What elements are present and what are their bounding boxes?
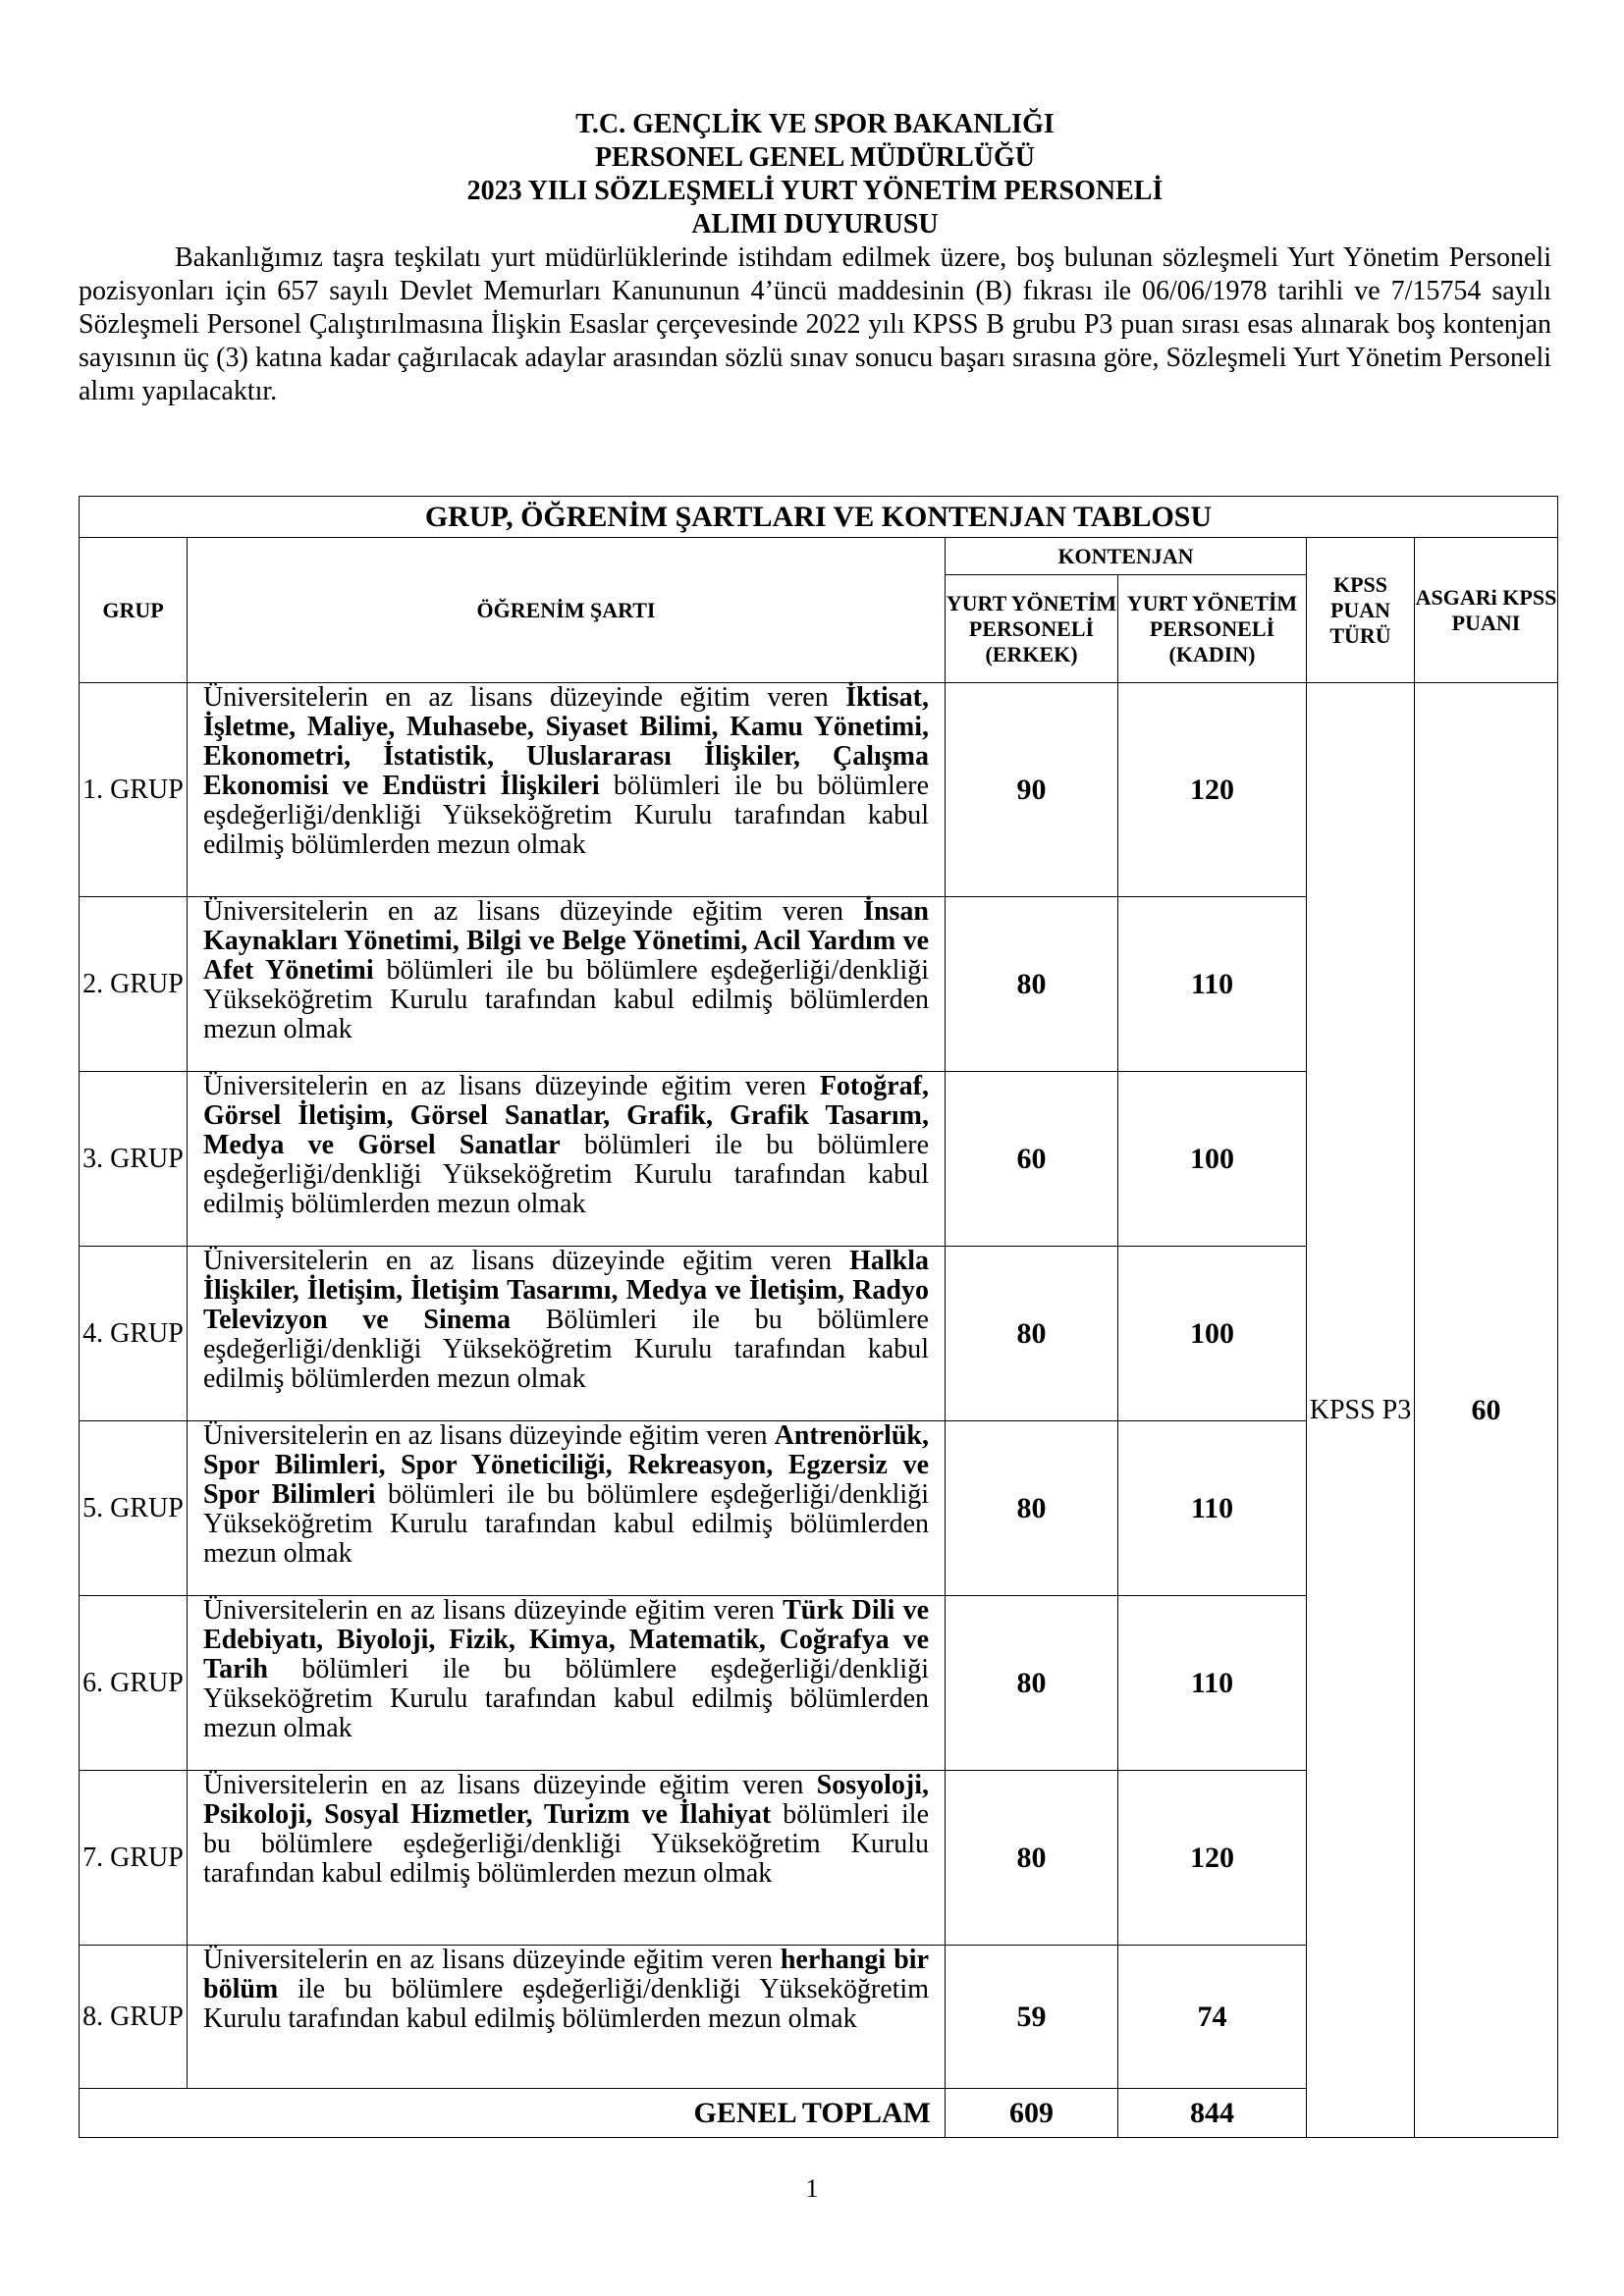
title-directorate: PERSONEL GENEL MÜDÜRLÜĞÜ xyxy=(594,142,1036,173)
quota-kadin: 110 xyxy=(1118,1421,1307,1596)
quota-erkek: 80 xyxy=(946,1247,1118,1421)
group-label: 3. GRUP xyxy=(80,1072,188,1247)
title-announcement: 2023 YILI SÖZLEŞMELİ YURT YÖNETİM PERSONELİ xyxy=(466,176,1164,206)
requirement-text xyxy=(188,1247,946,1421)
group-label: 4. GRUP xyxy=(80,1247,188,1421)
requirement-prefix: Üniversitelerin en az lisans düzeyinde eğitim veren xyxy=(203,1071,820,1101)
requirement-suffix: bölümleri ile bu bölümlere eşdeğerliği/denkliği Yükseköğretim Kurulu tarafından kabul edilmiş bölümlerden mezun olmak xyxy=(203,955,930,1044)
requirement-departments: Halkla İlişkiler, İletişim, İletişim Tasarımı, Medya ve İletişim, Radyo Televizyon ve Sinema xyxy=(203,1246,929,1335)
group-label: 5. GRUP xyxy=(80,1421,188,1596)
quota-table xyxy=(79,496,1558,2138)
quota-erkek: 60 xyxy=(946,1072,1118,1247)
requirement-departments: Sosyoloji, Psikoloji, Sosyal Hizmetler, Turizm ve İlahiyat xyxy=(203,1770,929,1830)
quota-kadin: 110 xyxy=(1118,897,1307,1072)
requirement-suffix: bölümleri ile bu bölümlere eşdeğerliği/denkliği Yükseköğretim Kurulu tarafından kabul edilmiş bölümlerden mezun olmak xyxy=(203,771,930,860)
title-subtitle: ALIMI DUYURUSU xyxy=(691,209,939,240)
requirement-prefix: Üniversitelerin en az lisans düzeyinde eğitim veren xyxy=(203,1420,775,1451)
total-label: GENEL TOPLAM xyxy=(80,2089,946,2138)
requirement-prefix: Üniversitelerin en az lisans düzeyinde eğitim veren xyxy=(203,682,846,713)
quota-kadin: 120 xyxy=(1118,683,1307,897)
requirement-departments: İktisat, İşletme, Maliye, Muhasebe, Siyaset Bilimi, Kamu Yönetimi, Ekonometri, İstatistik, Uluslararası İlişkiler, Çalışma Ekonomisi ve Endüstri İlişkileri xyxy=(203,682,929,801)
quota-kadin: 110 xyxy=(1118,1596,1307,1771)
quota-erkek: 59 xyxy=(946,1946,1118,2089)
requirement-prefix: Üniversitelerin en az lisans düzeyinde eğitim veren xyxy=(203,1770,817,1800)
requirement-text xyxy=(188,1421,946,1596)
requirement-departments: Türk Dili ve Edebiyatı, Biyoloji, Fizik, Kimya, Matematik, Coğrafya ve Tarih xyxy=(203,1595,930,1684)
requirement-departments: herhangi bir bölüm xyxy=(203,1945,929,2004)
header-grup: GRUP xyxy=(80,538,188,683)
asgari-puan: 60 xyxy=(1415,683,1558,2138)
requirement-suffix: bölümleri ile bu bölümlere eşdeğerliği/denkliği Yükseköğretim Kurulu tarafından kabul edilmiş bölümlerden mezun olmak xyxy=(203,1479,929,1569)
requirement-suffix: bölümleri ile bu bölümlere eşdeğerliği/denkliği Yükseköğretim Kurulu tarafından kabul edilmiş bölümlerden mezun olmak xyxy=(203,1130,930,1219)
requirement-suffix: bölümleri ile bu bölümlere eşdeğerliği/denkliği Yükseköğretim Kurulu tarafından kabul edilmiş bölümlerden mezun olmak xyxy=(203,1654,929,1743)
quota-erkek: 80 xyxy=(946,1421,1118,1596)
requirement-departments: Antrenörlük, Spor Bilimleri, Spor Yöneticiliği, Rekreasyon, Egzersiz ve Spor Bilimleri xyxy=(203,1420,929,1510)
group-label: 7. GRUP xyxy=(80,1771,188,1946)
header-puan-turu: KPSS PUAN TÜRÜ xyxy=(1307,538,1415,683)
quota-kadin: 100 xyxy=(1118,1247,1307,1421)
quota-erkek: 80 xyxy=(946,897,1118,1072)
requirement-suffix: Bölümleri ile bu bölümlere eşdeğerliği/denkliği Yükseköğretim Kurulu tarafından kabul edilmiş bölümlerden mezun olmak xyxy=(203,1305,929,1394)
group-label: 2. GRUP xyxy=(80,897,188,1072)
total-erkek: 609 xyxy=(946,2089,1118,2138)
requirement-prefix: Üniversitelerin en az lisans düzeyinde eğitim veren xyxy=(203,1246,850,1276)
quota-kadin: 120 xyxy=(1118,1771,1307,1946)
group-label: 1. GRUP xyxy=(80,683,188,897)
quota-kadin: 100 xyxy=(1118,1072,1307,1247)
title-ministry: T.C. GENÇLİK VE SPOR BAKANLIĞI xyxy=(575,109,1055,139)
kpss-puan-turu: KPSS P3 xyxy=(1307,683,1415,2138)
requirement-text xyxy=(188,1072,946,1247)
header-ogrenim: ÖĞRENİM ŞARTI xyxy=(188,538,946,683)
table-title: GRUP, ÖĞRENİM ŞARTLARI VE KONTENJAN TABLOSU xyxy=(80,497,1558,538)
table-body xyxy=(80,683,1558,2138)
requirement-prefix: Üniversitelerin en az lisans düzeyinde eğitim veren xyxy=(203,1945,781,1975)
table-row xyxy=(80,683,1558,897)
document-header xyxy=(79,108,1551,436)
quota-erkek: 80 xyxy=(946,1596,1118,1771)
header-asgari: ASGARi KPSS PUANI xyxy=(1415,538,1558,683)
group-label: 6. GRUP xyxy=(80,1596,188,1771)
requirement-departments: İnsan Kaynakları Yönetimi, Bilgi ve Belge Yönetimi, Acil Yardım ve Afet Yönetimi xyxy=(203,896,929,986)
requirement-suffix: ile bu bölümlere eşdeğerliği/denkliği Yükseköğretim Kurulu tarafından kabul edilmiş bölümlerden mezun olmak xyxy=(203,1974,929,2034)
requirement-text xyxy=(188,1771,946,1946)
requirement-prefix: Üniversitelerin en az lisans düzeyinde eğitim veren xyxy=(203,896,864,927)
requirement-text xyxy=(188,897,946,1072)
requirement-text xyxy=(188,1946,946,2089)
requirement-suffix: bölümleri ile bu bölümlere eşdeğerliği/denkliği Yükseköğretim Kurulu tarafından kabul edilmiş bölümlerden mezun olmak xyxy=(203,1799,929,1889)
requirement-departments: Fotoğraf, Görsel İletişim, Görsel Sanatlar, Grafik, Grafik Tasarım, Medya ve Görsel Sanatlar xyxy=(203,1071,929,1160)
requirement-text xyxy=(188,1596,946,1771)
header-kontenjan: KONTENJAN xyxy=(946,538,1307,575)
requirement-text xyxy=(188,683,946,897)
header-erkek: YURT YÖNETİM PERSONELİ (ERKEK) xyxy=(946,575,1118,683)
intro-paragraph: Bakanlığımız taşra teşkilatı yurt müdürlüklerinde istihdam edilmek üzere, boş bulunan sözleşmeli Yurt Yönetim Personeli pozisyonları için 657 sayılı Devlet Memurları Kanununun 4’üncü maddesinin (B) fıkrası ile 06/06/1978 tarihli ve 7/15754 sayılı Sözleşmeli Personel Çalıştırılmasına İlişkin Esaslar çerçevesinde 2022 yılı KPSS B grubu P3 puan sırası esas alınarak boş kontenjan sayısının üç (3) katına kadar çağırılacak adaylar arasından sözlü sınav sonucu başarı sırasına göre, Sözleşmeli Yurt Yönetim Personeli alımı yapılacaktır. xyxy=(79,242,1551,406)
quota-erkek: 80 xyxy=(946,1771,1118,1946)
quota-erkek: 90 xyxy=(946,683,1118,897)
requirement-prefix: Üniversitelerin en az lisans düzeyinde eğitim veren xyxy=(203,1595,784,1626)
total-kadin: 844 xyxy=(1118,2089,1307,2138)
page-number: 1 xyxy=(805,2174,819,2203)
group-label: 8. GRUP xyxy=(80,1946,188,2089)
header-kadin: YURT YÖNETİM PERSONELİ (KADIN) xyxy=(1118,575,1307,683)
quota-kadin: 74 xyxy=(1118,1946,1307,2089)
